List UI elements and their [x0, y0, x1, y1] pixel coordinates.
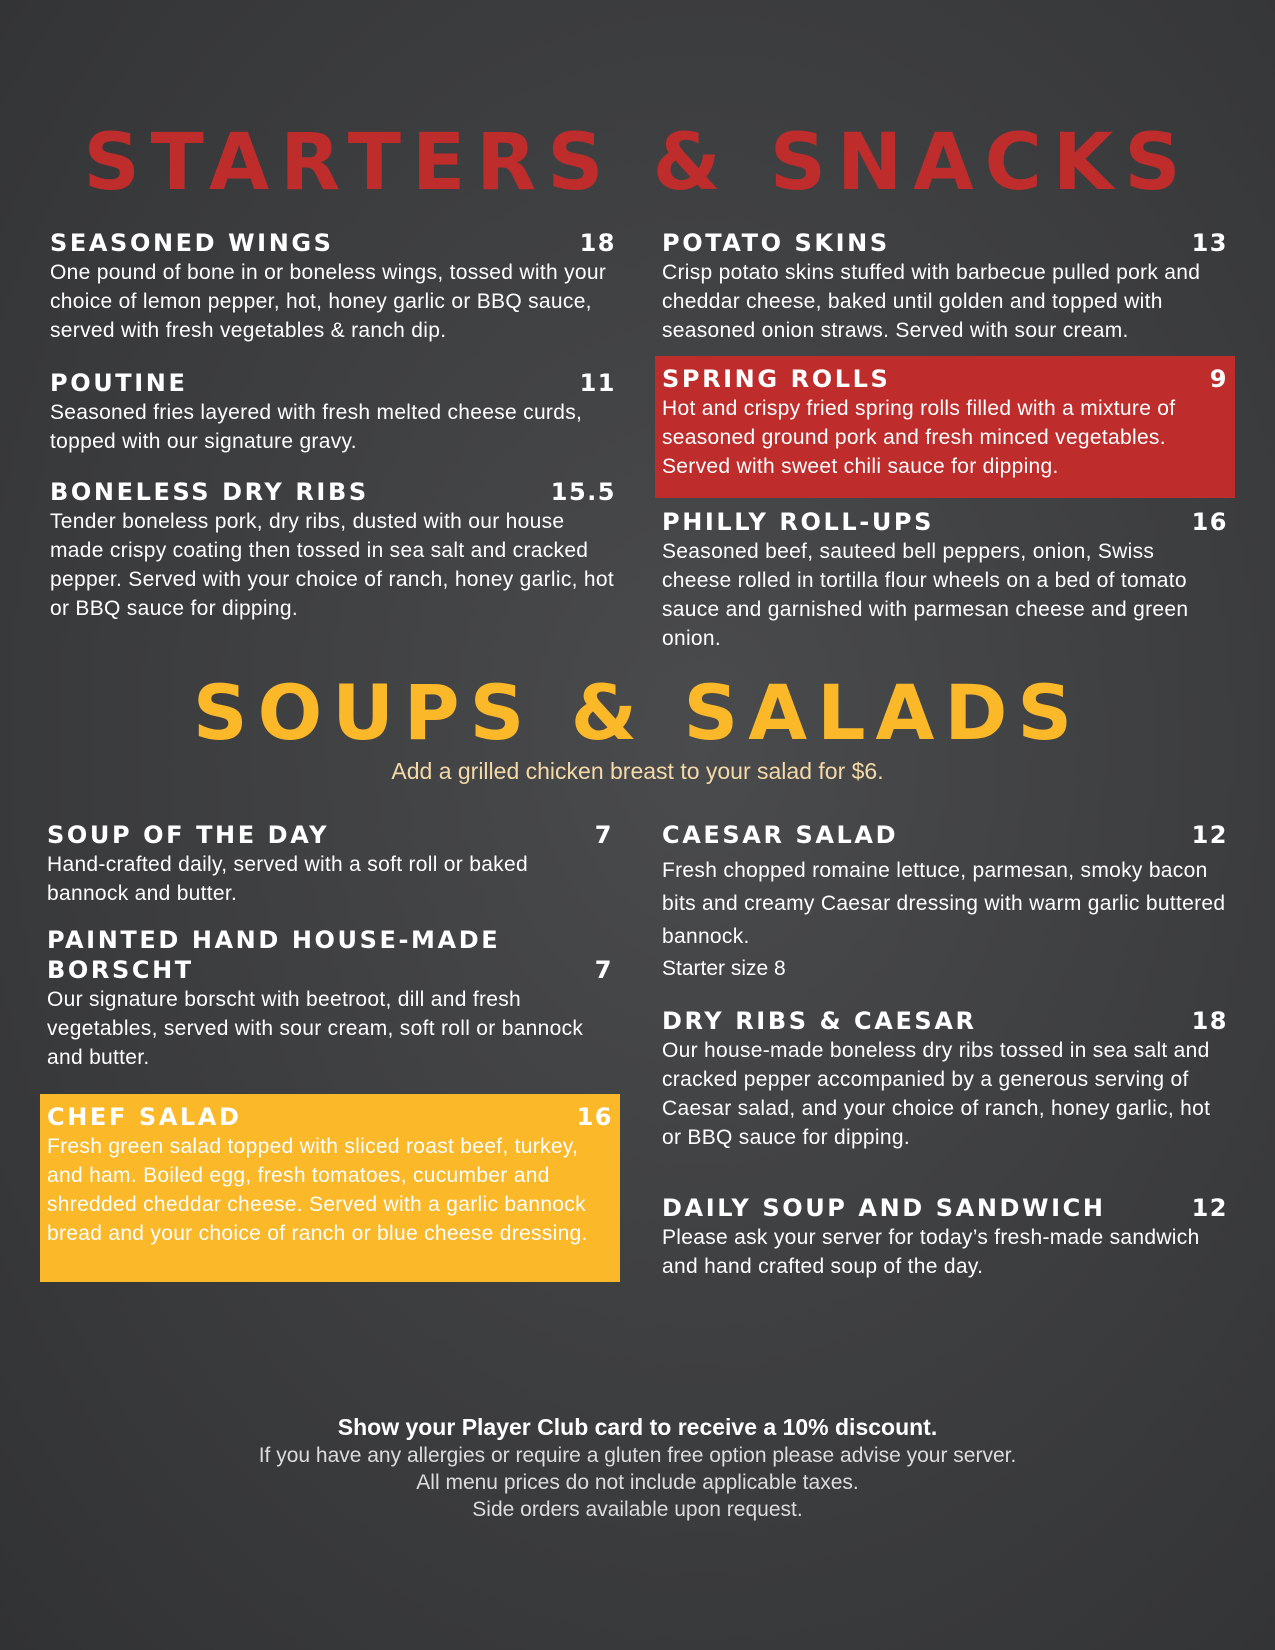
menu-item-seasoned-wings	[50, 228, 616, 345]
menu-item-spring-rolls	[655, 356, 1235, 498]
item-name: DAILY SOUP AND SANDWICH	[662, 1194, 1106, 1222]
soups-title: SOUPS & SALADS	[192, 668, 1083, 757]
item-description: Tender boneless pork, dry ribs, dusted with our house made crispy coating then tossed in sea salt and cracked pepper. Served with your choice of ranch, honey garlic, hot or BBQ sauce for dipping.	[50, 510, 615, 620]
item-description: One pound of bone in or boneless wings, tossed with your choice of lemon pepper, hot, honey garlic or BBQ sauce, served with fresh vegetables & ranch dip.	[50, 261, 607, 342]
starters-title: STARTERS & SNACKS	[83, 118, 1192, 208]
item-price: 12	[1191, 821, 1228, 849]
salad-subnote: Add a grilled chicken breast to your salad for $6.	[391, 758, 884, 784]
item-description: Seasoned fries layered with fresh melted cheese curds, topped with our signature gravy.	[50, 401, 583, 453]
item-name: SPRING ROLLS	[662, 365, 891, 393]
menu-item-borscht	[47, 925, 613, 1072]
side-orders-note: Side orders available upon request.	[472, 1498, 803, 1521]
item-name: DRY RIBS & CAESAR	[662, 1007, 977, 1035]
item-description: Hand-crafted daily, served with a soft roll or baked bannock and butter.	[47, 853, 528, 905]
item-name: PAINTED HAND HOUSE-MADE BORSCHT	[47, 926, 501, 984]
tax-note: All menu prices do not include applicable taxes.	[416, 1471, 859, 1494]
item-description: Our signature borscht with beetroot, dill and fresh vegetables, served with sour cream, soft roll or bannock and butter.	[47, 988, 584, 1069]
starter-size-label: Starter size	[662, 957, 769, 980]
item-name: BONELESS DRY RIBS	[50, 478, 369, 506]
menu-item-chef-salad	[40, 1094, 620, 1282]
item-description: Crisp potato skins stuffed with barbecue pulled pork and cheddar cheese, baked until golden and topped with seasoned onion straws. Served with sour cream.	[662, 261, 1201, 342]
item-name: PHILLY ROLL-UPS	[662, 508, 934, 536]
menu-item-daily-soup-sandwich	[662, 1193, 1228, 1281]
menu-item-potato-skins	[662, 228, 1228, 345]
starter-size-note	[662, 953, 1228, 985]
item-description: Please ask your server for today’s fresh-made sandwich and hand crafted soup of the day.	[662, 1226, 1200, 1278]
item-price: 7	[594, 821, 613, 849]
item-name: SEASONED WINGS	[50, 229, 334, 257]
item-price: 18	[579, 229, 616, 257]
item-price: 9	[1209, 365, 1228, 393]
discount-note: Show your Player Club card to receive a 10% discount.	[337, 1414, 938, 1440]
item-name: CAESAR SALAD	[662, 821, 899, 849]
item-name: SOUP OF THE DAY	[47, 821, 330, 849]
item-description: Fresh chopped romaine lettuce, parmesan, smoky bacon bits and creamy Caesar dressing with warm garlic buttered bannock.	[662, 859, 1226, 948]
allergy-note: If you have any allergies or require a gluten free option please advise your server.	[258, 1444, 1017, 1467]
item-description: Seasoned beef, sauteed bell peppers, onion, Swiss cheese rolled in tortilla flour wheels on a bed of tomato sauce and garnished with parmesan cheese and green onion.	[662, 540, 1189, 650]
item-description: Fresh green salad topped with sliced roast beef, turkey, and ham. Boiled egg, fresh tomatoes, cucumber and shredded cheddar cheese. Served with a garlic bannock bread and your choice of ranch or blue cheese dressing.	[47, 1135, 588, 1245]
menu-item-caesar-salad	[662, 820, 1228, 985]
item-price: 7	[594, 956, 613, 984]
item-description: Our house-made boneless dry ribs tossed in sea salt and cracked pepper accompanied by a generous serving of Caesar salad, and your choice of ranch, honey garlic, hot or BBQ sauce for dipping.	[662, 1039, 1211, 1149]
item-price: 13	[1191, 229, 1228, 257]
item-price: 11	[579, 369, 616, 397]
item-price: 12	[1191, 1194, 1228, 1222]
menu-footer	[0, 1412, 1275, 1523]
menu-item-philly-roll-ups	[662, 507, 1228, 653]
menu-item-dry-ribs-caesar	[662, 1006, 1228, 1152]
item-price: 18	[1191, 1007, 1228, 1035]
menu-item-boneless-dry-ribs	[50, 477, 616, 623]
menu-item-soup-of-the-day	[47, 820, 613, 908]
menu-item-poutine	[50, 368, 616, 456]
item-name: CHEF SALAD	[47, 1103, 242, 1131]
item-price: 16	[576, 1103, 613, 1131]
item-price: 16	[1191, 508, 1228, 536]
item-name: POUTINE	[50, 369, 188, 397]
item-name: POTATO SKINS	[662, 229, 890, 257]
starter-size-price: 8	[774, 957, 786, 980]
item-description: Hot and crispy fried spring rolls filled with a mixture of seasoned ground pork and fresh minced vegetables. Served with sweet chili sauce for dipping.	[662, 397, 1176, 478]
item-price: 15.5	[550, 478, 616, 506]
